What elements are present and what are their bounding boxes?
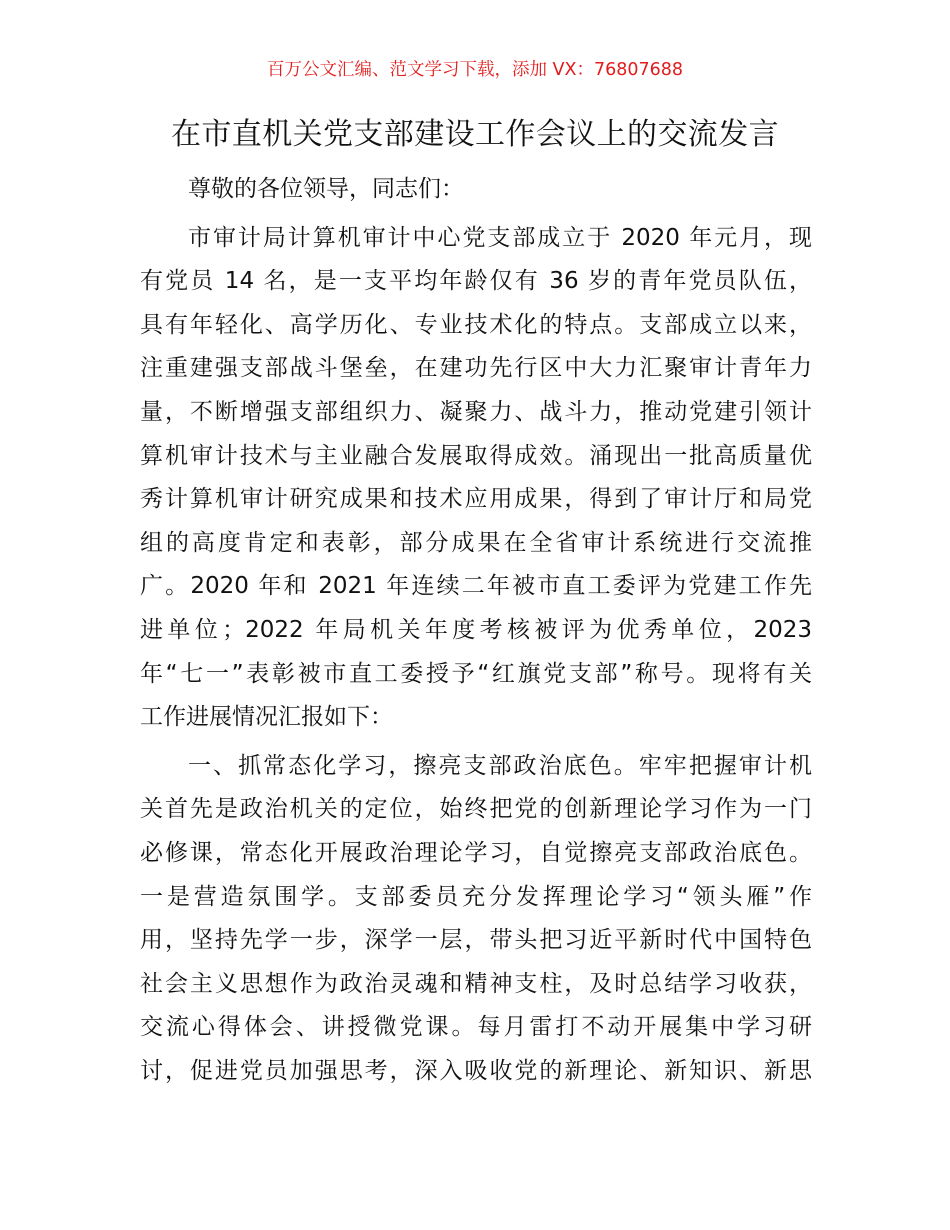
- salutation: 尊敬的各位领导，同志们：: [188, 176, 464, 202]
- text-line: 有党员 14 名，是一支平均年龄仅有 36 岁的青年党员队伍，: [140, 268, 812, 295]
- text-line: 具有年轻化、高学历化、专业技术化的特点。支部成立以来，: [140, 311, 812, 338]
- paragraph-intro: [140, 217, 812, 740]
- text-line: 广。2020 年和 2021 年连续二年被市直工委评为党建工作先: [140, 573, 812, 600]
- paragraph-section-one: [140, 745, 812, 1094]
- text-line: 交流心得体会、讲授微党课。每月雷打不动开展集中学习研: [140, 1014, 812, 1041]
- document-title: 在市直机关党支部建设工作会议上的交流发言: [171, 117, 779, 152]
- text-line: 组的高度肯定和表彰，部分成果在全省审计系统进行交流推: [140, 529, 812, 556]
- text-line: 量，不断增强支部组织力、凝聚力、战斗力，推动党建引领计: [140, 398, 812, 425]
- text-line: 关首先是政治机关的定位，始终把党的创新理论学习作为一门: [140, 796, 812, 823]
- document-body: [140, 168, 812, 1093]
- text-line: 注重建强支部战斗堡垒，在建功先行区中大力汇聚审计青年力: [140, 355, 812, 382]
- text-line: 讨，促进党员加强思考，深入吸收党的新理论、新知识、新思: [140, 1057, 812, 1084]
- text-line: 年“七一”表彰被市直工委授予“红旗党支部”称号。现将有关: [140, 660, 812, 687]
- text-line: 秀计算机审计研究成果和技术应用成果，得到了审计厅和局党: [140, 486, 812, 513]
- text-line: 一是营造氛围学。支部委员充分发挥理论学习“领头雁”作: [140, 883, 812, 910]
- text-line: 一、抓常态化学习，擦亮支部政治底色。牢牢把握审计机: [188, 752, 812, 779]
- promo-banner: 百万公文汇编、范文学习下载，添加 VX：76807688: [266, 60, 684, 80]
- text-line: 市审计局计算机审计中心党支部成立于 2020 年元月，现: [188, 224, 812, 251]
- text-line: 社会主义思想作为政治灵魂和精神支柱，及时总结学习收获，: [140, 970, 812, 997]
- text-line: 算机审计技术与主业融合发展取得成效。涌现出一批高质量优: [140, 442, 812, 469]
- text-line: 进单位；2022 年局机关年度考核被评为优秀单位，2023: [140, 616, 812, 643]
- text-line: 工作进展情况汇报如下：: [140, 704, 393, 731]
- text-line: 必修课，常态化开展政治理论学习，自觉擦亮支部政治底色。: [140, 839, 812, 866]
- text-line: 用，坚持先学一步，深学一层，带头把习近平新时代中国特色: [140, 927, 812, 954]
